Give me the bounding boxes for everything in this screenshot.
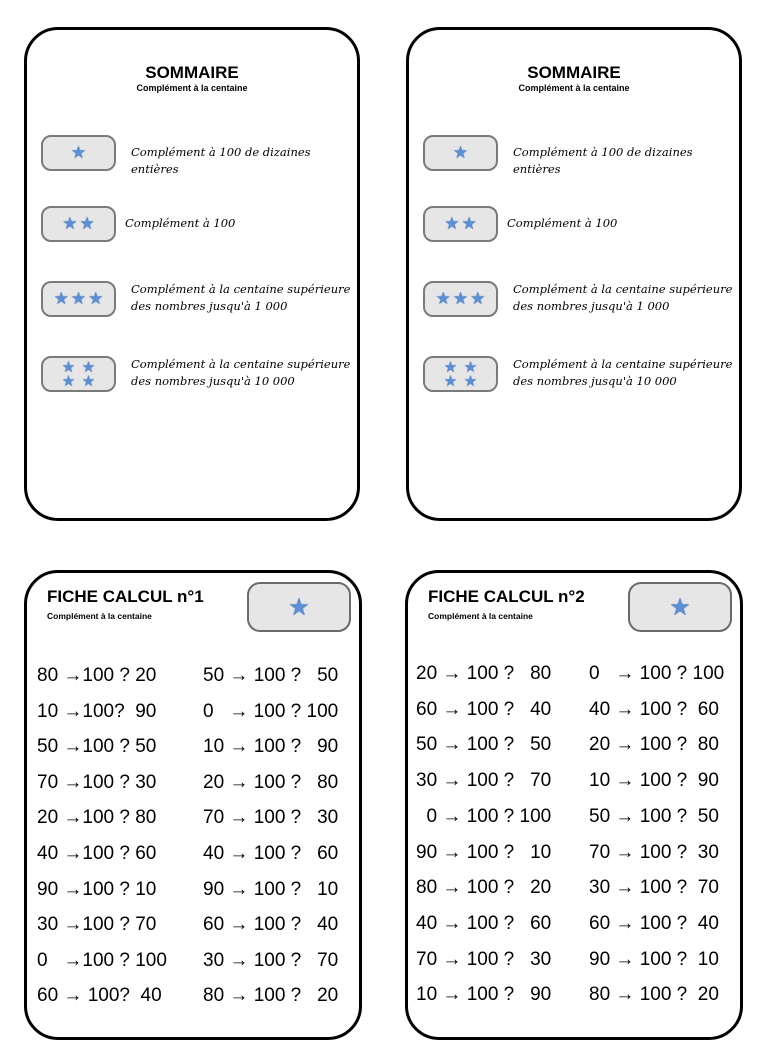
exercise-line: 20 → 100 ? 80 [203, 771, 339, 793]
level-badge-3 [423, 281, 498, 317]
level-text-2: Complément à 100 [125, 216, 236, 230]
exercise-line: 70 →100 ? 30 [37, 771, 157, 793]
exercise-line: 90 → 100 ? 10 [203, 878, 339, 900]
summary-card-left [24, 27, 360, 521]
fiche-level-badge [247, 582, 351, 632]
exercise-line: 10 → 100 ? 90 [589, 770, 719, 792]
star-icon: ★ [288, 593, 310, 621]
exercise-line: 0 → 100 ? 100 [203, 700, 339, 722]
level-text-3: Complément à la centaine supérieure des nombres jusqu'à 1 000 [513, 282, 733, 313]
exercise-line: 70 → 100 ? 30 [416, 948, 552, 970]
exercise-line: 20 → 100 ? 80 [416, 663, 552, 684]
summary-title: SOMMAIRE [145, 63, 239, 82]
exercise-line: 90 → 100 ? 10 [416, 841, 552, 863]
summary-title: SOMMAIRE [527, 63, 621, 82]
exercise-line: 30 → 100 ? 70 [203, 949, 339, 971]
star-icon: ★ [452, 143, 469, 163]
level-1 [421, 135, 731, 175]
star-icon: ★ [53, 289, 69, 309]
star-icon: ★ [81, 358, 96, 376]
star-icon: ★ [70, 143, 87, 163]
star-icon: ★ [669, 593, 691, 621]
fiche-level-badge [628, 582, 732, 632]
level-text-1: Complément à 100 de dizaines entières [513, 145, 693, 176]
level-2 [421, 206, 731, 246]
exercise-line: 30 → 100 ? 70 [416, 770, 552, 792]
level-badge-2 [423, 206, 498, 242]
fiche-card-2 [405, 570, 743, 1040]
level-text-2: Complément à 100 [507, 216, 618, 230]
star-icon: ★ [61, 372, 76, 390]
exercise-line: 70 → 100 ? 30 [589, 841, 719, 863]
exercise-line: 80 → 100 ? 20 [416, 877, 552, 899]
level-badge-1 [423, 135, 498, 171]
exercise-line: 80 → 100 ? 20 [589, 984, 719, 1006]
exercise-line: 50 → 100 ? 50 [589, 805, 719, 827]
star-icon: ★ [61, 358, 76, 376]
star-icon: ★ [463, 372, 478, 390]
fiche-subtitle: Complément à la centaine [428, 611, 533, 621]
exercise-line: 60 → 100 ? 40 [203, 914, 339, 936]
level-badge-4 [423, 356, 498, 392]
level-badge-4 [41, 356, 116, 392]
star-icon: ★ [70, 289, 87, 309]
level-text-3: Complément à la centaine supérieure des nombres jusqu'à 1 000 [131, 282, 351, 313]
star-icon: ★ [443, 358, 458, 376]
level-1 [39, 135, 349, 175]
summary-subtitle: Complément à la centaine [136, 83, 248, 93]
exercise-line: 60 → 100? 40 [37, 985, 162, 1007]
exercise-line: 80 →100 ? 20 [37, 665, 157, 686]
star-icon: ★ [463, 358, 478, 376]
exercise-line: 40 → 100 ? 60 [589, 698, 719, 720]
exercise-line: 50 → 100 ? 50 [203, 665, 339, 686]
exercise-line: 50 → 100 ? 50 [416, 734, 552, 756]
star-icon: ★ [435, 289, 451, 309]
level-badge-2 [41, 206, 116, 242]
exercise-line: 90 →100 ? 10 [37, 878, 157, 900]
star-icon: ★ [452, 289, 469, 309]
star-icon: ★ [81, 372, 96, 390]
level-4 [421, 356, 731, 396]
level-4 [39, 356, 349, 396]
exercise-line: 40 →100 ? 60 [37, 843, 157, 864]
exercise-line: 10 → 100 ? 90 [203, 736, 339, 758]
exercise-line: 40 → 100 ? 60 [416, 912, 552, 934]
exercise-line: 80 → 100 ? 20 [203, 985, 339, 1007]
exercise-line: 30 →100 ? 70 [37, 914, 157, 936]
exercise-line: 20 →100 ? 80 [37, 807, 157, 829]
fiche-title: FICHE CALCUL n°2 [428, 587, 585, 606]
level-badge-1 [41, 135, 116, 171]
level-3 [421, 281, 731, 321]
summary-card-right [406, 27, 742, 521]
exercise-line: 20 → 100 ? 80 [589, 734, 719, 756]
exercise-line: 60 → 100 ? 40 [416, 698, 552, 720]
exercise-line: 10 →100? 90 [37, 700, 157, 722]
exercise-line: 90 → 100 ? 10 [589, 948, 719, 970]
star-icon: ★ [470, 289, 486, 309]
exercise-line: 0 → 100 ? 100 [589, 663, 725, 684]
exercise-line: 70 → 100 ? 30 [203, 807, 339, 829]
star-icon: ★ [88, 289, 104, 309]
exercise-line: 40 → 100 ? 60 [203, 843, 339, 864]
star-icon: ★ [443, 372, 458, 390]
level-text-4: Complément à la centaine supérieure des nombres jusqu'à 10 000 [131, 357, 351, 388]
exercise-line: 60 → 100 ? 40 [589, 912, 719, 934]
exercise-line: 50 →100 ? 50 [37, 736, 157, 758]
star-icon: ★ [444, 214, 460, 234]
level-text-1: Complément à 100 de dizaines entières [131, 145, 311, 176]
fiche-card-1 [24, 570, 362, 1040]
exercise-line: 30 → 100 ? 70 [589, 877, 719, 899]
level-text-4: Complément à la centaine supérieure des nombres jusqu'à 10 000 [513, 357, 733, 388]
level-3 [39, 281, 349, 321]
fiche-subtitle: Complément à la centaine [47, 611, 152, 621]
exercise-line: 0 →100 ? 100 [37, 949, 167, 971]
level-2 [39, 206, 349, 246]
level-badge-3 [41, 281, 116, 317]
fiche-title: FICHE CALCUL n°1 [47, 587, 204, 606]
star-icon: ★ [461, 214, 477, 234]
exercise-line: 10 → 100 ? 90 [416, 984, 552, 1006]
summary-subtitle: Complément à la centaine [518, 83, 630, 93]
star-icon: ★ [79, 214, 95, 234]
exercise-line: 0 → 100 ? 100 [416, 805, 552, 827]
star-icon: ★ [62, 214, 78, 234]
